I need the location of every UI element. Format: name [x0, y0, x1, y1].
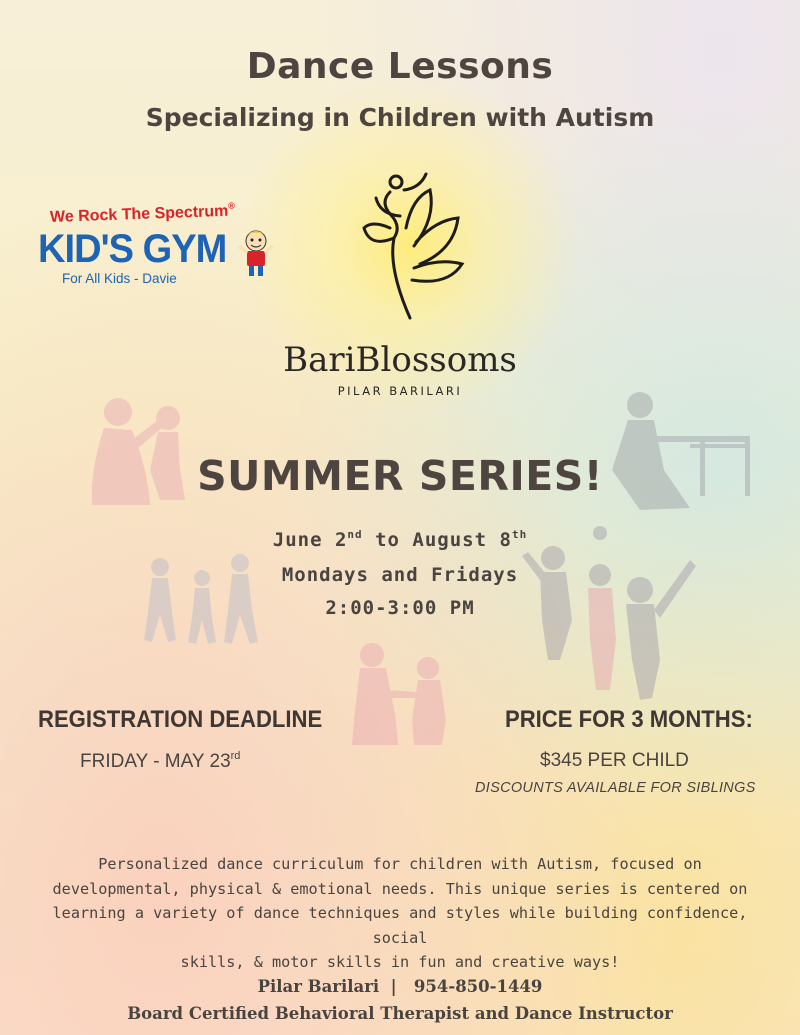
series-days: Mondays and Fridays	[281, 564, 519, 586]
registration-date: FRIDAY - MAY 23rd	[80, 750, 241, 772]
registered-mark: ®	[227, 200, 235, 211]
price-amount: $345 PER CHILD	[540, 750, 689, 771]
bari-blossoms-name: BariBlossoms	[283, 340, 517, 380]
price-heading: PRICE FOR 3 MONTHS:	[505, 706, 753, 733]
contact-separator: |	[390, 977, 397, 996]
series-headline: SUMMER SERIES!	[197, 452, 603, 500]
description	[50, 852, 750, 975]
child-mascot-icon	[236, 228, 276, 278]
description-line: skills, & motor skills in fun and creative ways!	[180, 953, 620, 971]
bari-blossoms-owner: PILAR BARILARI	[337, 384, 463, 398]
registration-heading: REGISTRATION DEADLINE	[38, 706, 323, 733]
contact-credential: Board Certified Behavioral Therapist and Dance Instructor	[127, 1004, 673, 1023]
page-subtitle: Specializing in Children with Autism	[145, 103, 655, 132]
kids-gym-tagline: We Rock The Spectrum®	[49, 200, 235, 226]
contact-line	[0, 977, 800, 996]
series-time: 2:00-3:00 PM	[325, 597, 475, 619]
series-dates: June 2nd to August 8th	[272, 528, 528, 551]
discount-note: DISCOUNTS AVAILABLE FOR SIBLINGS	[475, 780, 756, 796]
dancer-lotus-icon	[350, 168, 470, 333]
page-title: Dance Lessons	[246, 46, 554, 87]
kids-gym-name: KID'S GYM	[38, 227, 227, 271]
description-line: Personalized dance curriculum for children with Autism, focused on	[98, 855, 702, 873]
contact-name: Pilar Barilari	[257, 977, 380, 996]
contact-phone: 954-850-1449	[413, 977, 543, 996]
description-line: learning a variety of dance techniques and styles while building confidence, social	[52, 904, 748, 947]
description-line: developmental, physical & emotional needs. This unique series is centered on	[52, 879, 748, 898]
holding-hands-silhouette	[352, 643, 446, 745]
kids-gym-location: For All Kids - Davie	[62, 271, 177, 286]
